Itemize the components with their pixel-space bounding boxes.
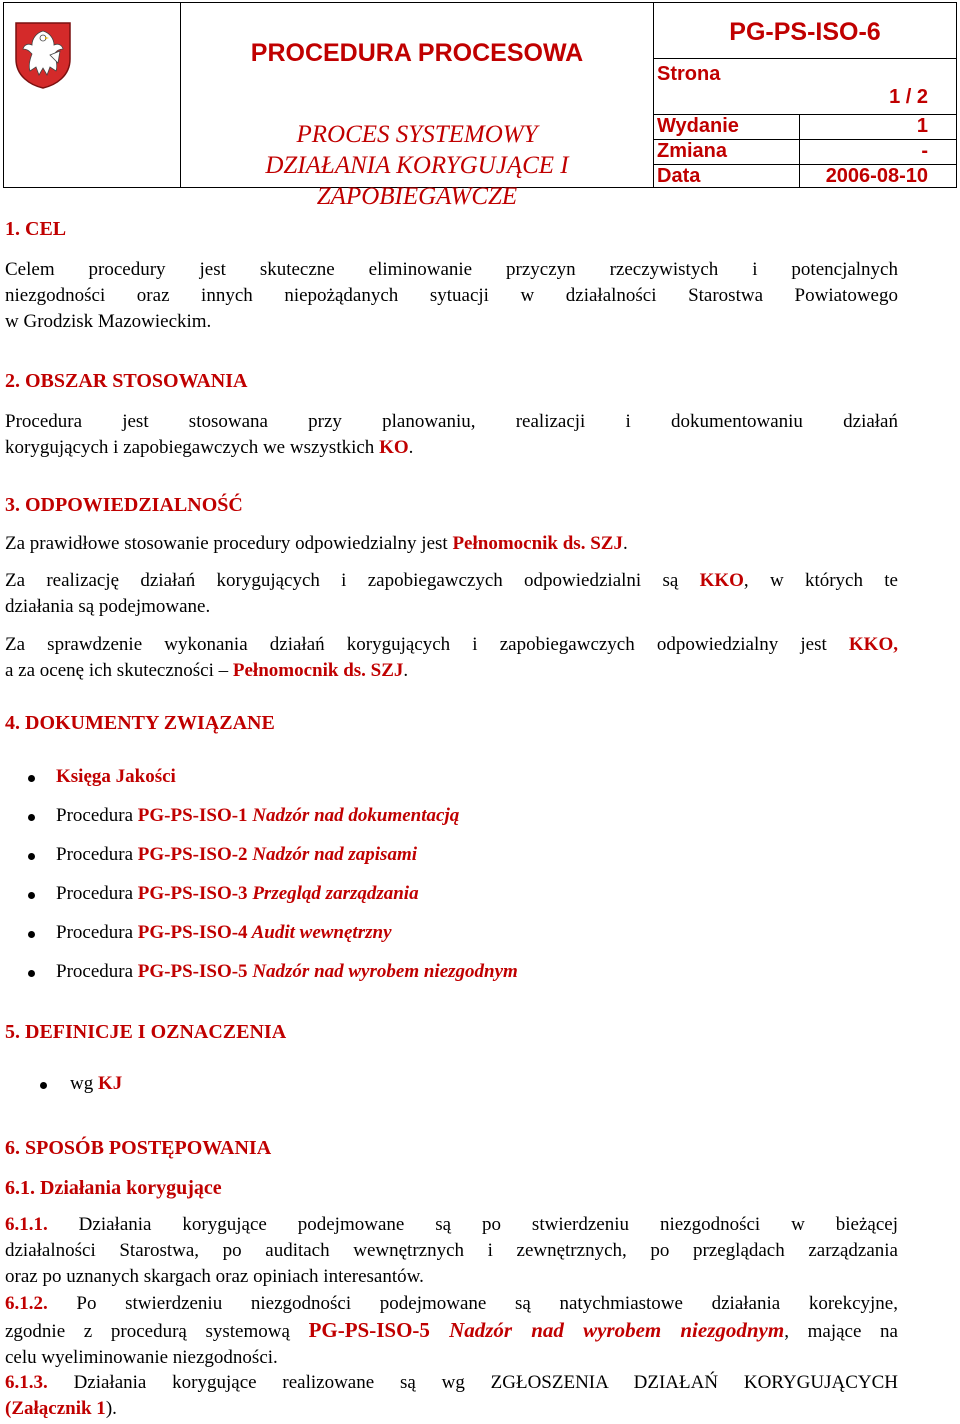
procedure-code: PG-PS-ISO-6: [654, 3, 956, 59]
document-reference: [56, 766, 176, 788]
document-code: PG-PS-ISO-4: [137, 922, 248, 943]
abbr-kko: KKO: [699, 570, 744, 591]
change-value: -: [921, 140, 928, 162]
bullet-icon: [28, 892, 35, 899]
p613-line: [5, 1396, 898, 1422]
cel-line: Celem procedury jest skuteczne eliminowanie przyczyn rzeczywistych i potencjalnych: [5, 259, 898, 280]
document-code: PG-PS-ISO-5: [137, 961, 248, 982]
text-run: Za sprawdzenie wykonania działań korygujących i zapobiegawczych odpowiedzialny jest: [5, 634, 849, 655]
section-heading-cel: 1. CEL: [5, 218, 67, 240]
paragraph-number: 6.1.1.: [5, 1214, 48, 1235]
p611-line: [5, 1212, 898, 1238]
page-value: 1 / 2: [889, 86, 928, 108]
page-row: [654, 58, 956, 115]
bullet-icon: [28, 931, 35, 938]
paragraph-6-1-3: [5, 1370, 898, 1422]
paragraph-number: 6.1.2.: [5, 1293, 48, 1314]
row-divider: [799, 139, 800, 164]
text-run: Działania korygujące realizowane są wg ZGŁOSZENIA DZIAŁAŃ KORYGUJĄCYCH: [47, 1372, 898, 1393]
cel-line: niezgodności oraz innych niepożądanych sytuacji w działalności Starostwa Powiatowego: [5, 285, 898, 306]
date-value: 2006-08-10: [825, 165, 928, 187]
bullet-icon: [28, 775, 35, 782]
text-run: wg: [70, 1073, 98, 1094]
text-run: a za ocenę ich skuteczności –: [5, 660, 233, 681]
edition-label: Wydanie: [657, 115, 739, 137]
row-divider: [799, 164, 800, 188]
text-run: , mające na: [784, 1321, 898, 1342]
section-heading-definicje: 5. DEFINICJE I OZNACZENIA: [5, 1021, 287, 1043]
bullet-icon: [40, 1082, 47, 1089]
text-run: Procedura: [56, 883, 138, 904]
definition-item: [70, 1073, 122, 1095]
document-header: [3, 2, 957, 210]
row-divider: [799, 114, 800, 139]
document-reference: [56, 883, 419, 905]
p613-line: [5, 1370, 898, 1396]
obszar-line: Procedura jest stosowana przy planowaniu, realizacji i dokumentowaniu działań: [5, 411, 898, 432]
document-title: Audit wewnętrzny: [247, 922, 392, 943]
p3-line: [5, 658, 898, 684]
p612-line: [5, 1317, 898, 1345]
paragraph-number: 6.1.3.: [5, 1372, 48, 1393]
role-pelnomocnik: Pełnomocnik ds. SZJ: [232, 660, 404, 681]
header-title-cell: [181, 3, 654, 210]
change-label: Zmiana: [657, 140, 728, 162]
abbr-ko: KO: [379, 437, 409, 458]
logo-cell: [4, 3, 181, 187]
document-code: PG-PS-ISO-2: [137, 844, 248, 865]
abbr-kj: KJ: [97, 1073, 123, 1094]
process-title-line1: PROCES SYSTEMOWY: [296, 121, 538, 148]
cel-line: w Grodzisk Mazowieckim.: [5, 311, 212, 332]
odpowiedzialnosc-p1: [5, 531, 898, 557]
text-run: ).: [105, 1398, 117, 1419]
bullet-icon: [28, 970, 35, 977]
p2-line: [5, 568, 898, 594]
text-run: Procedura: [56, 961, 138, 982]
bullet-icon: [28, 814, 35, 821]
document-reference: [56, 961, 518, 983]
page-label: Strona: [657, 63, 721, 85]
odpowiedzialnosc-p2: [5, 568, 898, 620]
edition-value: 1: [916, 115, 928, 137]
change-row: [654, 139, 956, 165]
text-run: , w których te: [743, 570, 898, 591]
procedure-ref-title: Nadzór nad wyrobem niezgodnym: [429, 1318, 785, 1342]
text-run: .: [408, 437, 414, 458]
section-heading-sposob: 6. SPOSÓB POSTĘPOWANIA: [5, 1137, 272, 1159]
text-run: .: [622, 533, 628, 554]
paragraph-6-1-1: [5, 1212, 898, 1290]
document-reference: [56, 805, 459, 827]
subsection-heading-korygujace: 6.1. Działania korygujące: [5, 1177, 222, 1199]
p612-line: celu wyeliminowanie niezgodności.: [5, 1347, 278, 1368]
text-run: Za prawidłowe stosowanie procedury odpowiedzialny jest: [5, 533, 453, 554]
attachment-ref: (Załącznik 1: [5, 1398, 106, 1419]
text-run: Procedura: [56, 922, 138, 943]
document-title: Przegląd zarządzania: [247, 883, 419, 904]
process-title: [181, 119, 653, 212]
text-run: Działania korygujące podejmowane są po stwierdzeniu niezgodności w bieżącej: [47, 1214, 898, 1235]
role-pelnomocnik: Pełnomocnik ds. SZJ: [452, 533, 623, 554]
document-reference: [56, 922, 392, 944]
text-run: zgodnie z procedurą systemową: [5, 1321, 309, 1342]
obszar-line: [5, 435, 898, 461]
procedure-type-title: PROCEDURA PROCESOWA: [250, 39, 584, 67]
document-title: Nadzór nad wyrobem niezgodnym: [247, 961, 518, 982]
section-cel-text: [5, 257, 898, 335]
date-row: [654, 164, 956, 188]
procedure-ref-code: PG-PS-ISO-5: [308, 1318, 430, 1342]
p611-line: oraz po uznanych skargach oraz opiniach interesantów.: [5, 1266, 424, 1287]
header-meta-cell: [654, 3, 956, 187]
text-run: Procedura: [56, 844, 138, 865]
document-code: Księga Jakości: [56, 766, 176, 787]
text-run: korygujących i zapobiegawczych we wszystkich: [5, 437, 380, 458]
document-reference: [56, 844, 417, 866]
document-title: Nadzór nad zapisami: [247, 844, 418, 865]
edition-row: [654, 114, 956, 140]
date-label: Data: [657, 165, 701, 187]
section-heading-obszar: 2. OBSZAR STOSOWANIA: [5, 370, 248, 392]
section-obszar-text: [5, 409, 898, 461]
text-run: Procedura: [56, 805, 138, 826]
p612-line: [5, 1291, 898, 1317]
document-code: PG-PS-ISO-1: [137, 805, 248, 826]
coat-of-arms-logo: [14, 21, 72, 89]
odpowiedzialnosc-p3: [5, 632, 898, 684]
text-run: Po stwierdzeniu niezgodności podejmowane są natychmiastowe działania korekcyjne,: [47, 1293, 898, 1314]
text-run: .: [403, 660, 409, 681]
document-title: Nadzór nad dokumentacją: [247, 805, 460, 826]
process-title-line2: DZIAŁANIA KORYGUJĄCE I ZAPOBIEGAWCZE: [265, 152, 569, 210]
p2-line: działania są podejmowane.: [5, 596, 211, 617]
section-heading-dokumenty: 4. DOKUMENTY ZWIĄZANE: [5, 712, 275, 734]
text-run: Za realizację działań korygujących i zapobiegawczych odpowiedzialni są: [5, 570, 700, 591]
document-code: PG-PS-ISO-3: [137, 883, 248, 904]
paragraph-6-1-2: [5, 1291, 898, 1371]
p3-line: [5, 632, 898, 658]
p611-line: działalności Starostwa, po auditach wewnętrznych i zewnętrznych, po przeglądach zarządzania: [5, 1240, 898, 1261]
section-heading-odpowiedzialnosc: 3. ODPOWIEDZIALNOŚĆ: [5, 494, 243, 516]
bullet-icon: [28, 853, 35, 860]
abbr-kko: KKO,: [848, 634, 898, 655]
